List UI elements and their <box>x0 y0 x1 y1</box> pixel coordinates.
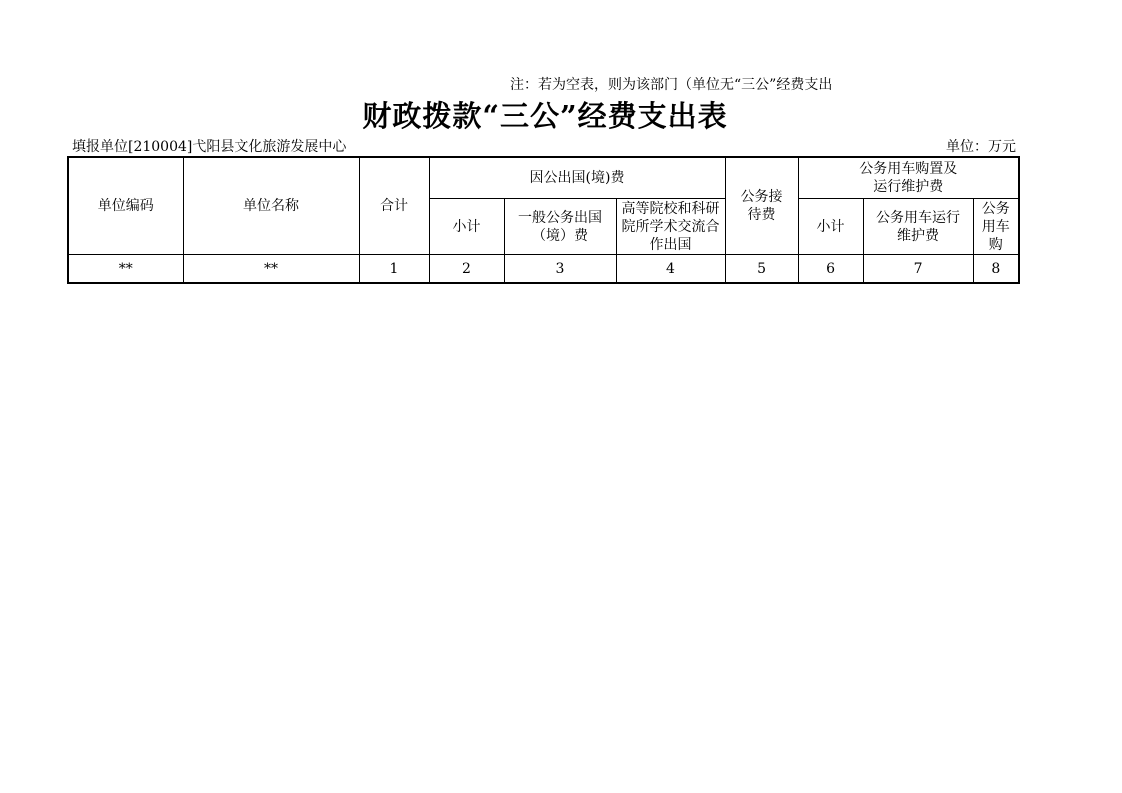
header-abroad-general: 一般公务出国（境）费 <box>504 199 616 255</box>
header-abroad-group: 因公出国(境)费 <box>429 157 725 199</box>
header-vehicle-group: 公务用车购置及运行维护费 <box>798 157 1019 199</box>
header-reception: 公务接待费 <box>725 157 798 255</box>
index-cell: 3 <box>504 255 616 284</box>
index-cell: ** <box>183 255 359 284</box>
index-cell: 8 <box>973 255 1019 284</box>
header-vehicle-subtotal: 小计 <box>798 199 863 255</box>
index-cell: ** <box>68 255 183 284</box>
index-cell: 1 <box>359 255 429 284</box>
header-vehicle-purchase: 公务用车购 <box>973 199 1019 255</box>
header-abroad-subtotal: 小计 <box>429 199 504 255</box>
index-cell: 7 <box>863 255 973 284</box>
header-abroad-academic: 高等院校和科研院所学术交流合作出国 <box>616 199 725 255</box>
expense-table <box>67 156 1020 284</box>
index-row <box>68 255 1019 284</box>
header-vehicle-operation: 公务用车运行维护费 <box>863 199 973 255</box>
index-cell: 4 <box>616 255 725 284</box>
filling-unit: 填报单位[210004]弋阳县文化旅游发展中心 <box>72 139 347 155</box>
header-unit-code: 单位编码 <box>68 157 183 255</box>
note-text: 注：若为空表，则为该部门（单位无“三公”经费支出 <box>510 77 833 93</box>
header-unit-name: 单位名称 <box>183 157 359 255</box>
index-cell: 2 <box>429 255 504 284</box>
header-total: 合计 <box>359 157 429 255</box>
header-row-1 <box>68 157 1019 199</box>
index-cell: 6 <box>798 255 863 284</box>
index-cell: 5 <box>725 255 798 284</box>
page-title: 财政拨款“三公”经费支出表 <box>362 99 728 133</box>
currency-unit: 单位：万元 <box>946 139 1016 155</box>
